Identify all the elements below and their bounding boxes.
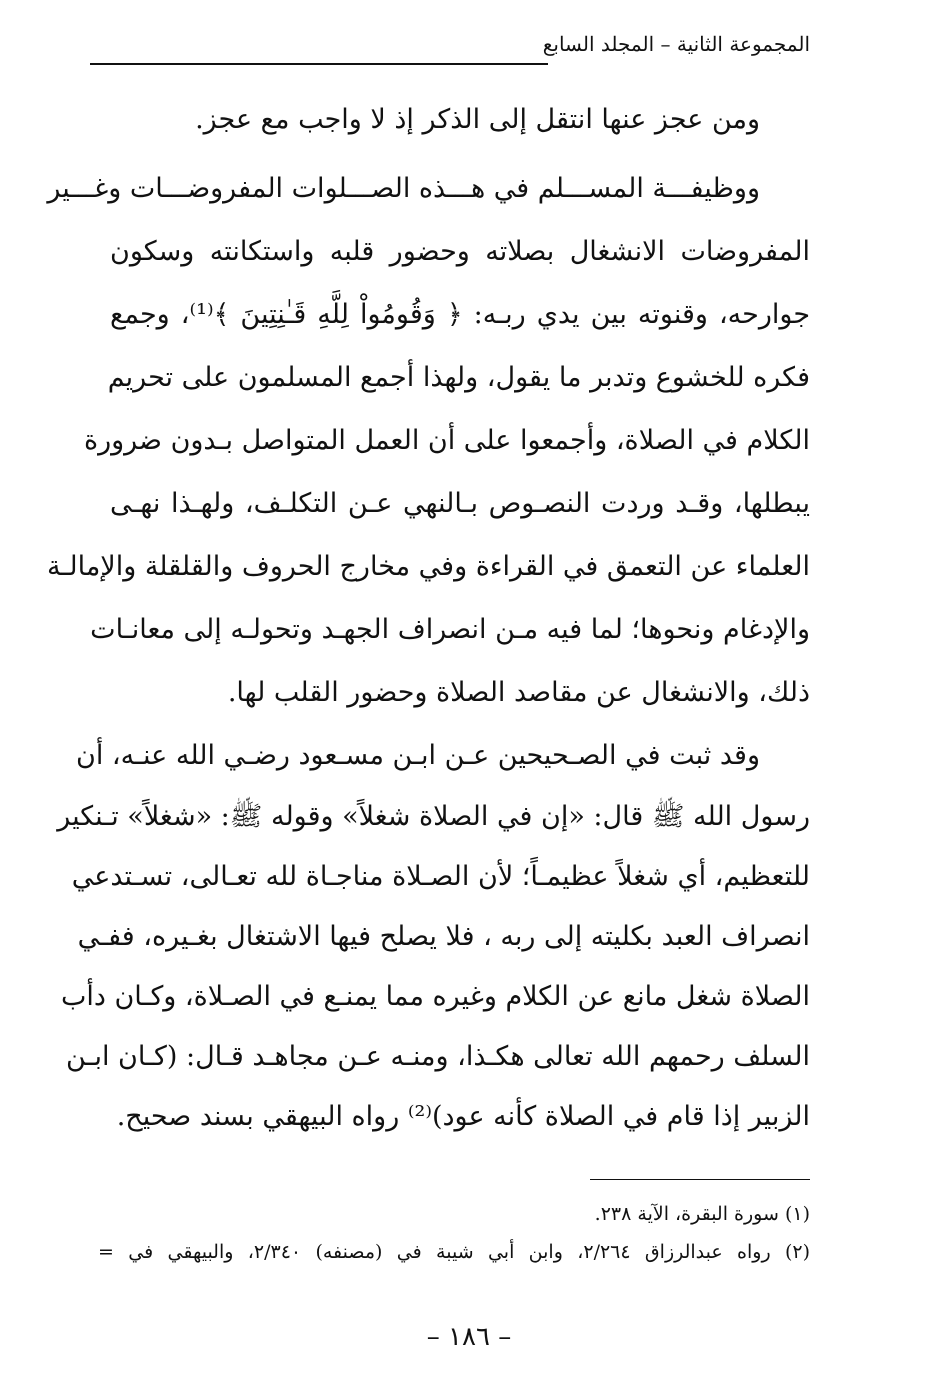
text-line: الكلام في الصلاة، وأجمعوا على أن العمل المتواصل بـدون ضرورة bbox=[83, 425, 810, 456]
text-line: انصراف العبد بكليته إلى ربه ، فلا يصلح فيها الاشتغال بغـيره، ففـي bbox=[77, 921, 810, 952]
text-line: المفروضات الانشغال بصلاته وحضور قلبه واستكانته وسكون bbox=[110, 236, 810, 267]
text-line: رسول الله ﷺ قال: «إن في الصلاة شغلاً» وقوله ﷺ: «شغلاً» تـنكير bbox=[57, 801, 810, 832]
text-line: فكره للخشوع وتدبر ما يقول، ولهذا أجمع المسلمون على تحريم bbox=[107, 362, 810, 393]
text-line: ذلك، والانشغال عن مقاصد الصلاة وحضور القلب لها. bbox=[227, 677, 810, 708]
footnote: (٢) رواه عبدالرزاق ٢/٢٦٤، وابن أبي شيبة في (مصنفه) ٢/٣٤٠، والبيهقي في = bbox=[98, 1241, 811, 1263]
text-line: للتعظيم، أي شغلاً عظيمـاً؛ لأن الصـلاة مناجـاة لله تعـالى، تسـتدعي bbox=[71, 861, 810, 892]
header-rule bbox=[90, 63, 548, 65]
page-number: – ١٨٦ – bbox=[426, 1322, 512, 1352]
text-line: الزبير إذا قام في الصلاة كأنه عود)⁽²⁾ رواه البيهقي بسند صحيح. bbox=[116, 1101, 810, 1132]
footnotes bbox=[98, 1195, 810, 1271]
text-line: السلف رحمهم الله تعالى هكـذا، ومنـه عـن مجاهـد قـال: (كـان ابـن bbox=[65, 1041, 810, 1072]
footnote-rule bbox=[590, 1179, 810, 1180]
text-line: ومن عجز عنها انتقل إلى الذكر إذ لا واجب مع عجز. bbox=[195, 104, 760, 135]
text-line: والإدغام ونحوها؛ لما فيه مـن انصراف الجهـد وتحولـه إلى معانـات bbox=[90, 614, 810, 645]
running-head: المجموعة الثانية – المجلد السابع bbox=[542, 32, 810, 56]
text-line: العلماء عن التعمق في القراءة وفي مخارج الحروف والقلقلة والإمالـة bbox=[47, 551, 810, 582]
text-line: وقد ثبت في الصـحيحين عـن ابـن مسـعود رضـي الله عنـه، أن bbox=[75, 740, 760, 771]
text-line: الصلاة شغل مانع عن الكلام وغيره مما يمنـع في الصـلاة، وكـان دأب bbox=[60, 981, 810, 1012]
text-line: يبطلها، وقـد وردت النصـوص بـالنهي عـن التكلـف، ولهـذا نهـى bbox=[110, 488, 810, 519]
main-text bbox=[47, 88, 811, 1147]
text-line: ووظيفـــة المســـلم في هـــذه الصـــلوات المفروضـــات وغـــير bbox=[47, 173, 760, 204]
text-line: جوارحه، وقنوته بين يدي ربـه: ﴿ وَقُومُواْ لِلَّهِ قَـٰنِتِينَ ﴾⁽¹⁾، وجمع bbox=[110, 299, 811, 330]
footnote: (١) سورة البقرة، الآية ٢٣٨. bbox=[594, 1203, 810, 1225]
